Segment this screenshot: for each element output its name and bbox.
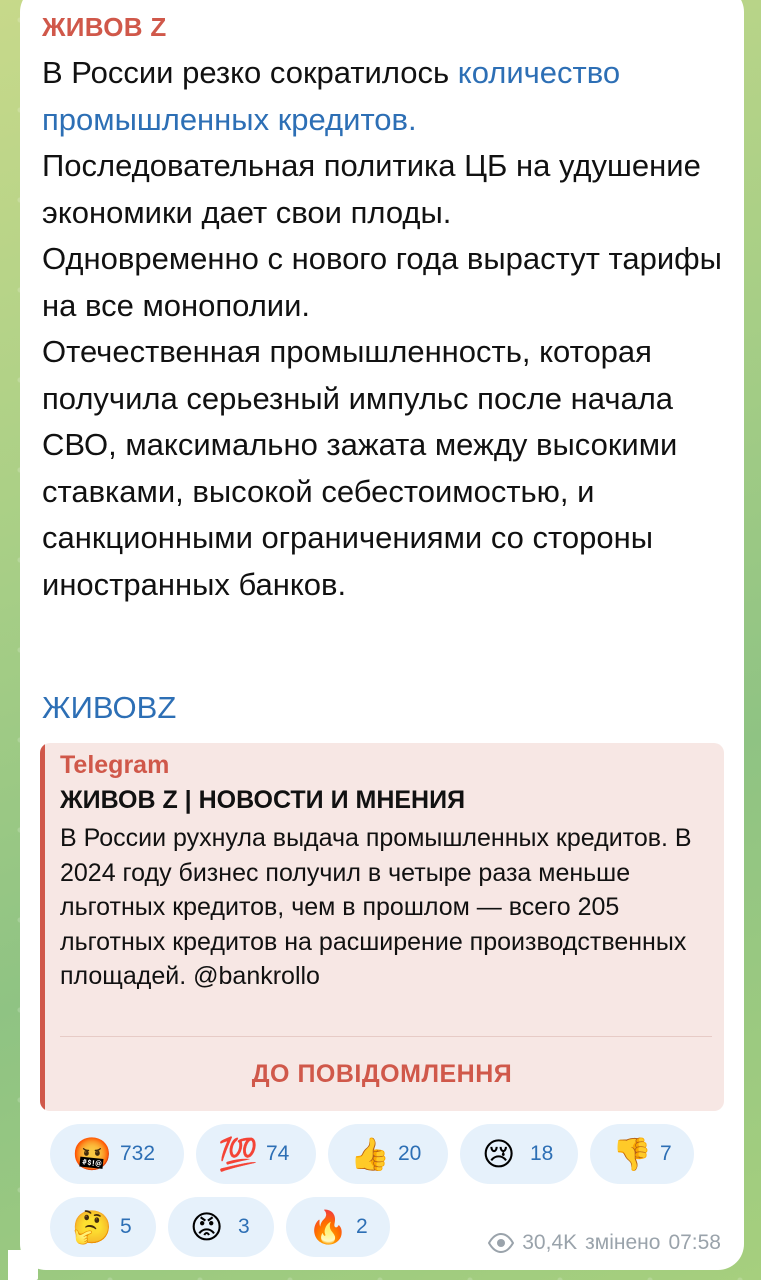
reaction-pouting[interactable] — [168, 1197, 274, 1257]
thinking-face-icon: 🤔 — [72, 1209, 112, 1245]
credits-link[interactable]: количество промышленных кредитов. — [42, 55, 621, 137]
thumbs-down-icon: 👎 — [612, 1136, 652, 1172]
open-message-button[interactable]: ДО ПОВІДОМЛЕННЯ — [251, 1059, 513, 1088]
reaction-angry-symbols[interactable] — [50, 1124, 184, 1184]
reaction-fire[interactable] — [286, 1197, 390, 1257]
eye-icon — [488, 1233, 514, 1253]
preview-site-name: Telegram — [60, 751, 170, 779]
message-meta — [488, 1231, 721, 1255]
intro-text: В России резко сократилось — [42, 55, 458, 90]
crying-face-icon: 😢 — [482, 1136, 516, 1172]
paragraph-3: Отечественная промышленность, которая получила серьезный импульс после начала СВО, максимально зажата между высокими ставками, высокой себестоимостью, и санкционными ограничениями со стороны иностранных банков. — [42, 334, 678, 602]
reaction-thumbs-up[interactable] — [328, 1124, 448, 1184]
message-time: 07:58 — [668, 1231, 721, 1254]
swearing-face-icon: 🤬 — [72, 1136, 112, 1172]
reaction-hundred[interactable] — [196, 1124, 316, 1184]
paragraph-2: Одновременно с нового года вырастут тарифы на все монополии. — [42, 241, 722, 323]
preview-title: ЖИВОВ Z | НОВОСТИ И МНЕНИЯ — [60, 786, 466, 814]
reaction-count: 5 — [120, 1215, 132, 1238]
link-preview[interactable] — [40, 743, 724, 1111]
sender-name[interactable]: ЖИВОВ Z — [42, 12, 167, 42]
view-count: 30,4K — [522, 1231, 578, 1254]
bubble-tail — [8, 1250, 38, 1280]
reaction-crying[interactable] — [460, 1124, 578, 1184]
paragraph-1: Последовательная политика ЦБ на удушение экономики дает свои плоды. — [42, 148, 701, 230]
angry-face-icon: 😡 — [190, 1209, 224, 1245]
reaction-count: 7 — [660, 1142, 672, 1165]
reaction-count: 2 — [356, 1215, 368, 1238]
preview-description: В России рухнула выдача промышленных кредитов. В 2024 году бизнес получил в четыре раза меньше льготных кредитов, чем в прошлом — всего 205 льготных кредитов на расширение производственных площадей. @bankrollo — [60, 824, 692, 991]
reaction-count: 732 — [120, 1142, 156, 1165]
reaction-thumbs-down[interactable] — [590, 1124, 694, 1184]
reaction-thinking[interactable] — [50, 1197, 156, 1257]
fire-icon: 🔥 — [308, 1209, 348, 1245]
hundred-points-icon: 💯 — [218, 1136, 258, 1172]
channel-link[interactable]: ЖИВОВZ — [42, 690, 177, 725]
reaction-count: 20 — [398, 1142, 422, 1165]
thumbs-up-icon: 👍 — [350, 1136, 390, 1172]
edited-label: змінено — [585, 1231, 661, 1254]
intro-paragraph — [42, 50, 732, 143]
message-text — [42, 50, 732, 608]
reaction-count: 3 — [238, 1215, 250, 1238]
reaction-count: 74 — [266, 1142, 290, 1165]
reaction-count: 18 — [530, 1142, 554, 1165]
